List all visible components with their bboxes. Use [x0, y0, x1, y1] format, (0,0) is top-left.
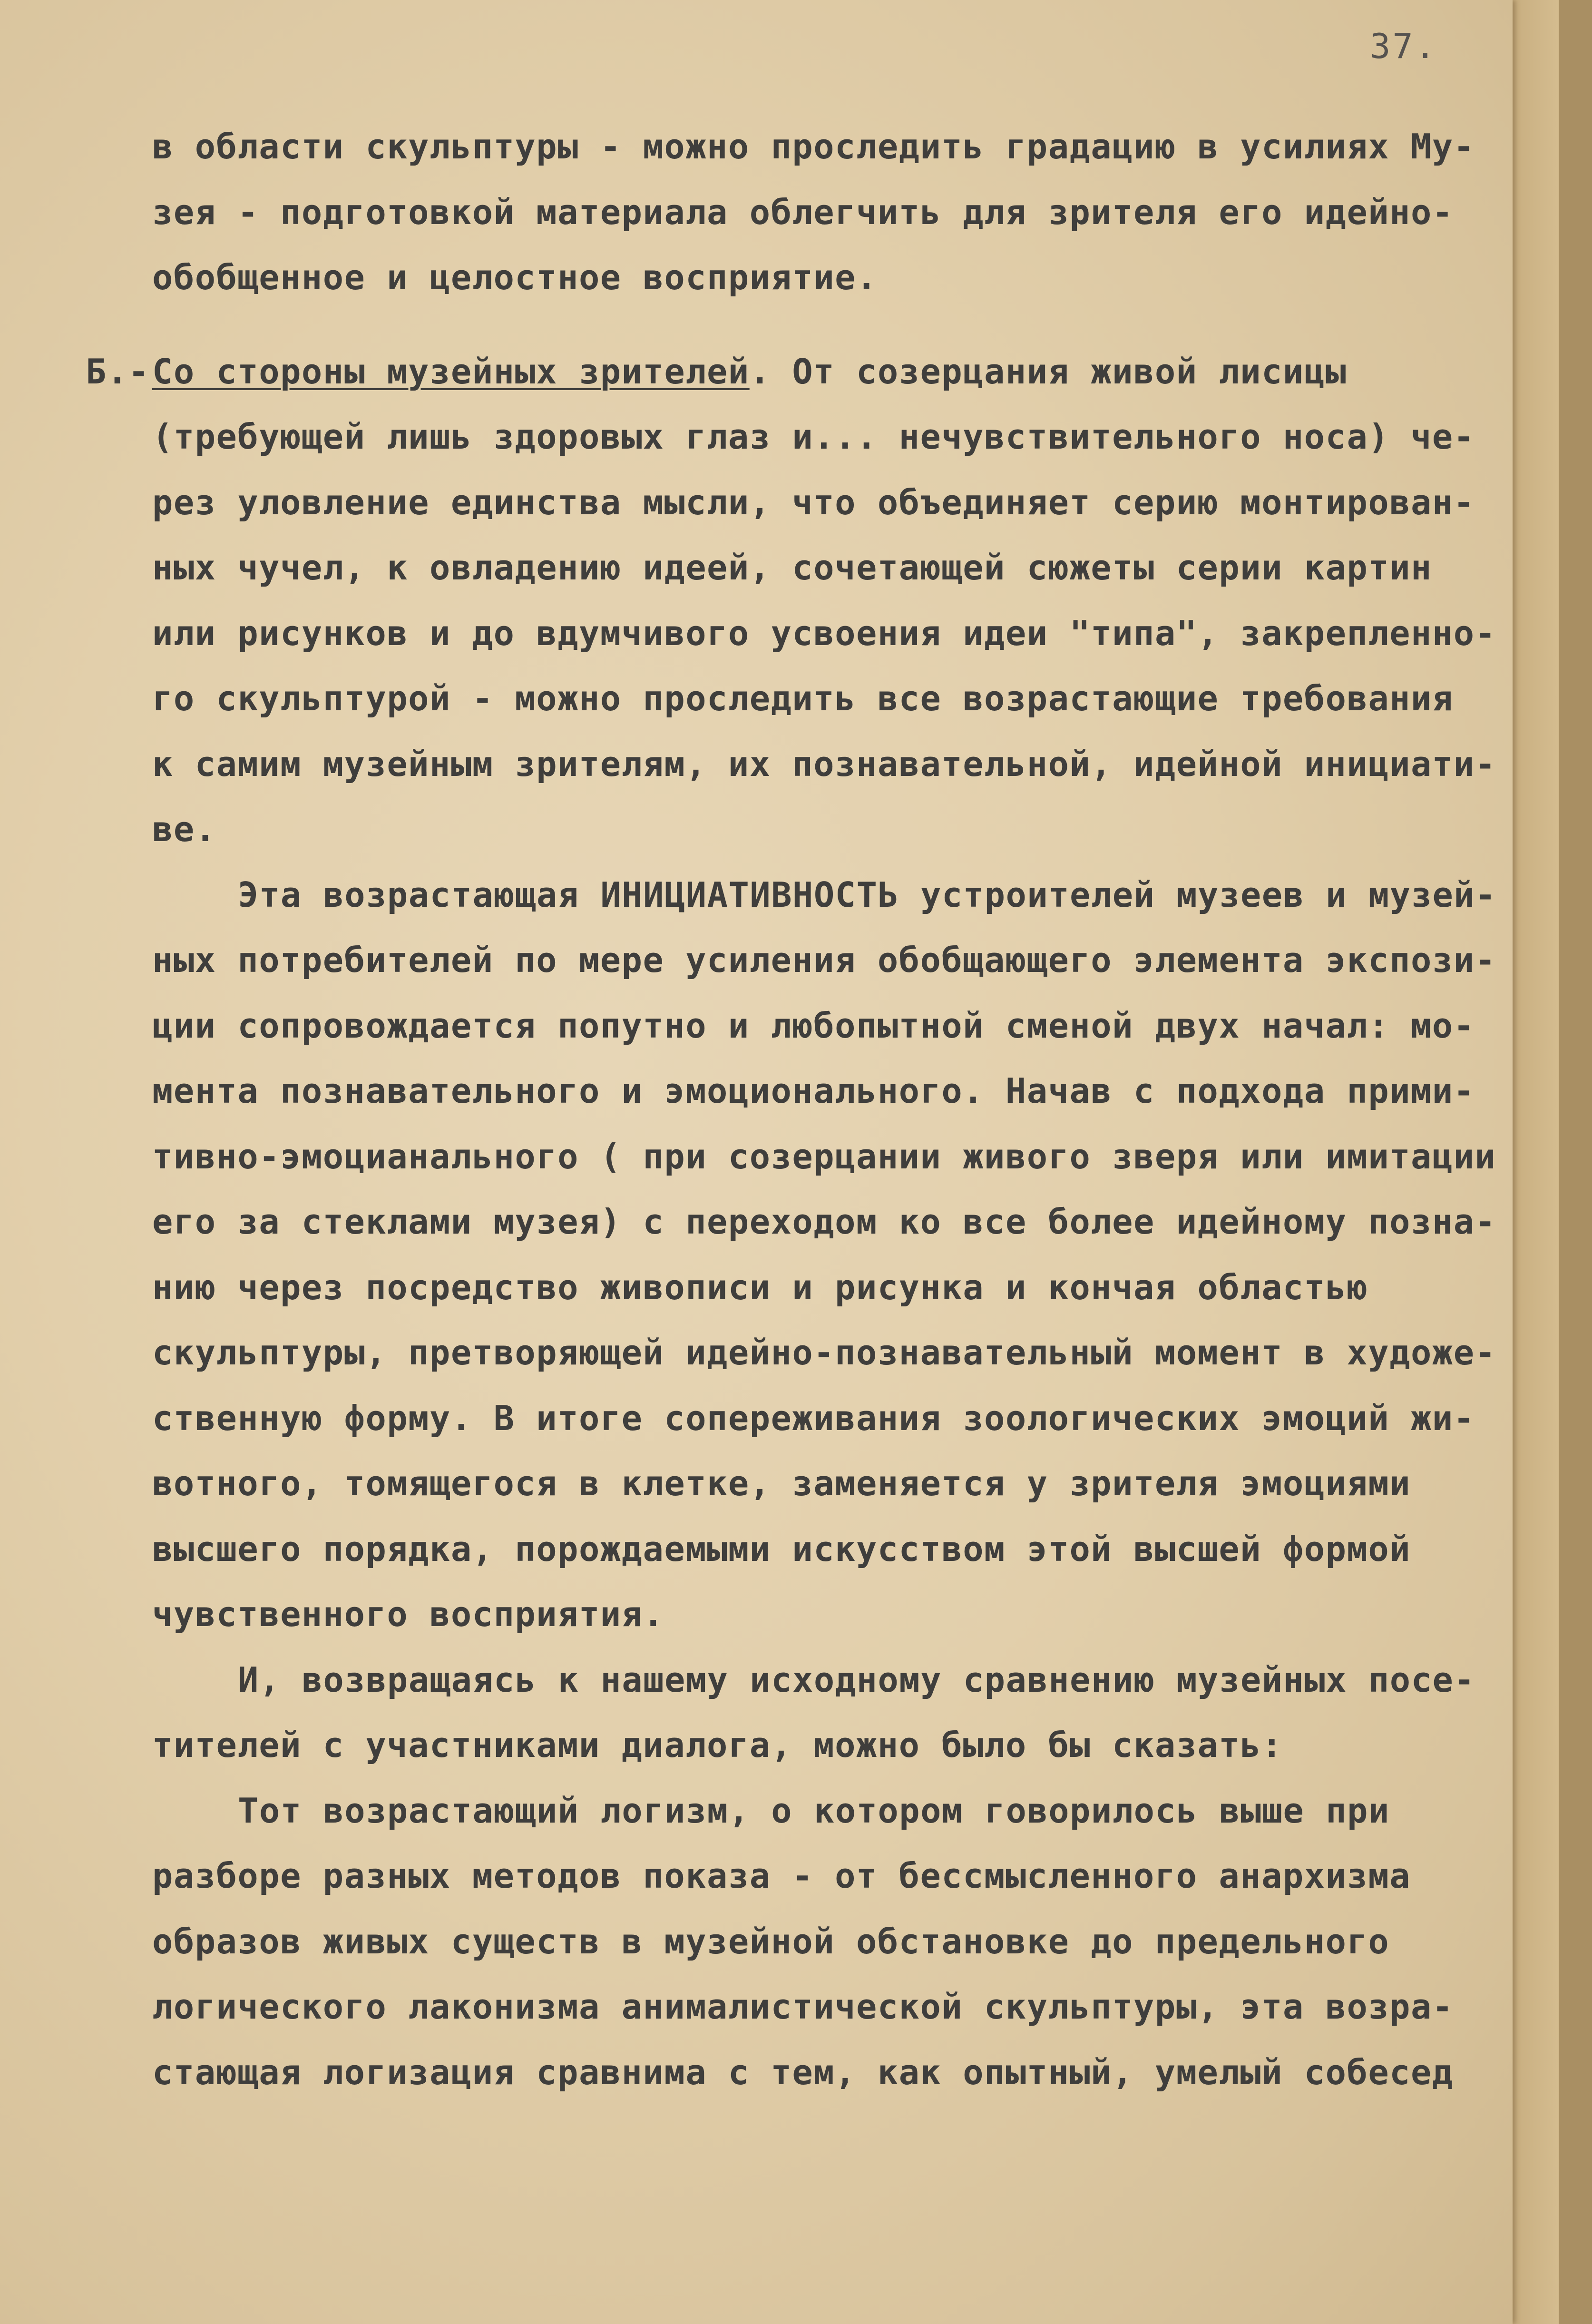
text-line: тителей с участниками диалога, можно было бы сказать: — [152, 1725, 1283, 1765]
text-line: зея - подготовкой материала облегчить для зрителя его идейно- — [152, 192, 1454, 232]
text-fragment: . От созерцания живой лисицы — [749, 351, 1347, 392]
text-line: ве. — [152, 809, 216, 849]
text-line: обобщенное и целостное восприятие. — [152, 257, 878, 297]
paragraph-initiative — [152, 863, 1497, 1647]
underlying-sheet-edge-dark — [1559, 0, 1592, 2324]
text-line: тивно-эмоцианального ( при созерцании живого зверя или имитации — [152, 1136, 1496, 1177]
text-line: вотного, томящегося в клетке, заменяется у зрителя эмоциями — [152, 1463, 1411, 1503]
text-line: его за стеклами музея) с переходом ко все более идейному позна- — [152, 1202, 1496, 1242]
section-marker: Б.- — [86, 351, 150, 392]
text-line: стающая логизация сравнима с тем, как опытный, умелый собесед — [152, 2052, 1454, 2092]
page-number: 37. — [1370, 26, 1438, 66]
text-line: ции сопровождается попутно и любопытной сменой двух начал: мо- — [152, 1005, 1475, 1046]
section-b-first-line — [86, 339, 1475, 405]
text-line: го скульптурой - можно проследить все возрастающие требования — [152, 678, 1454, 718]
paragraph-dialogue — [152, 1647, 1475, 1778]
text-line: Тот возрастающий логизм, о котором говорилось выше при — [238, 1790, 1390, 1831]
text-line: разборе разных методов показа - от бессмысленного анархизма — [152, 1856, 1411, 1896]
text-line: мента познавательного и эмоционального. Начав с подхода прими- — [152, 1071, 1475, 1111]
paragraph-logic — [152, 1778, 1475, 2106]
text-line: чувственного восприятия. — [152, 1594, 664, 1634]
text-line: скульптуры, претворяющей идейно-познавательный момент в художе- — [152, 1333, 1496, 1373]
text-line: логического лаконизма анималистической скульптуры, эта возра- — [152, 1987, 1454, 2027]
text-line: рез уловление единства мысли, что объединяет серию монтирован- — [152, 482, 1475, 522]
text-line: ственную форму. В итоге сопереживания зоологических эмоций жи- — [152, 1398, 1475, 1438]
text-line: или рисунков и до вдумчивого усвоения идеи "типа", закрепленно- — [152, 613, 1496, 653]
text-line: образов живых существ в музейной обстановке до предельного — [152, 1921, 1390, 1961]
paragraph-continuation — [152, 114, 1475, 311]
text-line: ных потребителей по мере усиления обобщающего элемента экспози- — [152, 940, 1496, 980]
text-line: И, возвращаясь к нашему исходному сравнению музейных посе- — [238, 1659, 1475, 1700]
text-line: Эта возрастающая ИНИЦИАТИВНОСТЬ устроителей музеев и музей- — [238, 874, 1497, 915]
text-line: ных чучел, к овладению идеей, сочетающей сюжеты серии картин — [152, 548, 1432, 588]
page-body — [86, 114, 1497, 2105]
text-line: нию через посредство живописи и рисунка и кончая областью — [152, 1267, 1368, 1307]
text-line: к самим музейным зрителям, их познавательной, идейной инициати- — [152, 744, 1496, 784]
text-line: в области скульптуры - можно проследить градацию в усилиях Му- — [152, 127, 1475, 167]
text-line: высшего порядка, порождаемыми искусством этой высшей формой — [152, 1529, 1411, 1569]
section-b — [86, 339, 1496, 863]
text-line: (требующей лишь здоровых глаз и... нечувствительного носа) че- — [152, 417, 1475, 457]
section-heading: Со стороны музейных зрителей — [152, 351, 750, 392]
